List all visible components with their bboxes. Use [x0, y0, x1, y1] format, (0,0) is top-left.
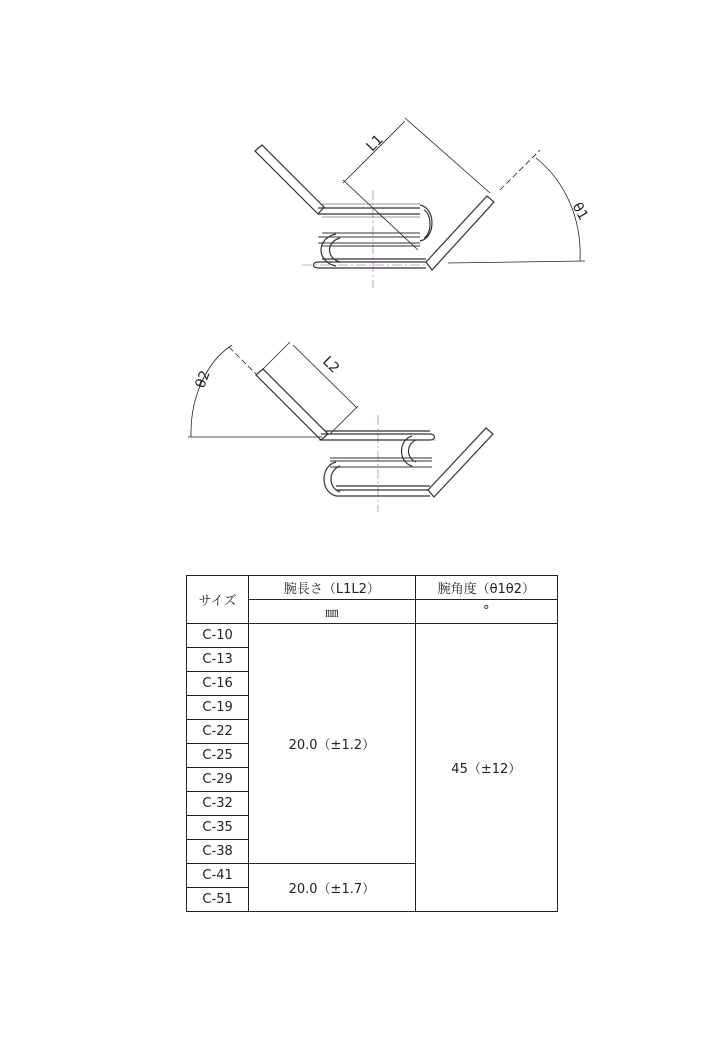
size-cell: C-38	[187, 840, 249, 864]
size-cell: C-16	[187, 672, 249, 696]
size-cell: C-35	[187, 816, 249, 840]
size-cell: C-25	[187, 744, 249, 768]
top-view	[255, 118, 585, 288]
size-cell: C-32	[187, 792, 249, 816]
header-size: サイズ	[187, 576, 249, 624]
angle-value: 45（±12）	[415, 624, 557, 912]
header-angle-unit: °	[415, 600, 557, 624]
header-length-unit: ㎜	[249, 600, 415, 624]
header-arm-length: 腕長さ（L1L2）	[249, 576, 415, 600]
size-cell: C-29	[187, 768, 249, 792]
size-cell: C-10	[187, 624, 249, 648]
size-cell: C-41	[187, 864, 249, 888]
theta2-label: θ2	[192, 368, 214, 391]
l2-label: L2	[319, 353, 343, 377]
length-value-group-1: 20.0（±1.2）	[249, 624, 415, 864]
size-cell: C-22	[187, 720, 249, 744]
l1-label: L1	[363, 131, 387, 155]
header-arm-angle: 腕角度（θ1θ2）	[415, 576, 557, 600]
bottom-view	[188, 342, 493, 512]
theta1-label: θ1	[568, 200, 592, 224]
size-cell: C-51	[187, 888, 249, 912]
size-cell: C-13	[187, 648, 249, 672]
spec-table	[186, 575, 558, 912]
length-value-group-2: 20.0（±1.7）	[249, 864, 415, 912]
size-cell: C-19	[187, 696, 249, 720]
